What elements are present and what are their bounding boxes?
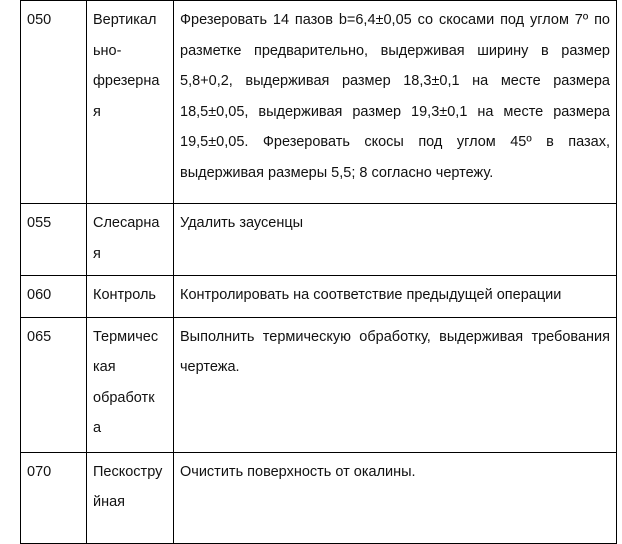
operations-sheet (20, 0, 616, 544)
operation-code: 070 (21, 452, 87, 543)
table-row (21, 276, 617, 318)
operation-name (87, 1, 174, 204)
operation-code: 060 (21, 276, 87, 318)
operation-name-part: Контроль (93, 287, 156, 303)
operation-code: 050 (21, 1, 87, 204)
operation-name-part: я (93, 245, 101, 262)
operation-name-part: а (93, 420, 102, 436)
operation-name (87, 452, 174, 543)
operation-description: Очистить поверхность от окалины. (174, 452, 617, 543)
operation-description: Фрезеровать 14 пазов b=6,4±0,05 со скосами под углом 7º по разметке предварительно, выдерживая ширину в размер 5,8+0,2, выдерживая размер 18,3±0,1 на месте размера 18,5±0,05, выдерживая размер 19,3±0,1 на месте размера 19,5±0,05. Фрезеровать скосы под углом 45º в пазах, выдерживая размеры 5,5; 8 согласно чертежу. (174, 1, 617, 204)
operation-name-part: Вертикал (93, 12, 157, 28)
operation-description: Контролировать на соответствие предыдущей операции (174, 276, 617, 318)
operation-name-part: Термичес (93, 328, 159, 345)
operation-name (87, 204, 174, 276)
operation-code: 065 (21, 317, 87, 452)
operation-code: 055 (21, 204, 87, 276)
table-row (21, 452, 617, 543)
operation-name-part: Пескостру (93, 463, 163, 480)
table-row (21, 1, 617, 204)
table-row (21, 204, 617, 276)
operation-name (87, 317, 174, 452)
operation-name (87, 276, 174, 318)
operation-name-part: ьно- (93, 42, 122, 59)
operation-description: Удалить заусенцы (174, 204, 617, 276)
operation-name-part: обработк (93, 389, 155, 406)
operation-name-part: Слесарна (93, 215, 160, 231)
operation-name-part: фрезерна (93, 73, 160, 89)
operations-table (20, 0, 617, 544)
operation-name-part: я (93, 103, 101, 120)
operation-name-part: йная (93, 494, 126, 510)
table-row (21, 317, 617, 452)
operation-description: Выполнить термическую обработку, выдерживая требования чертежа. (174, 317, 617, 452)
operation-name-part: кая (93, 359, 116, 375)
